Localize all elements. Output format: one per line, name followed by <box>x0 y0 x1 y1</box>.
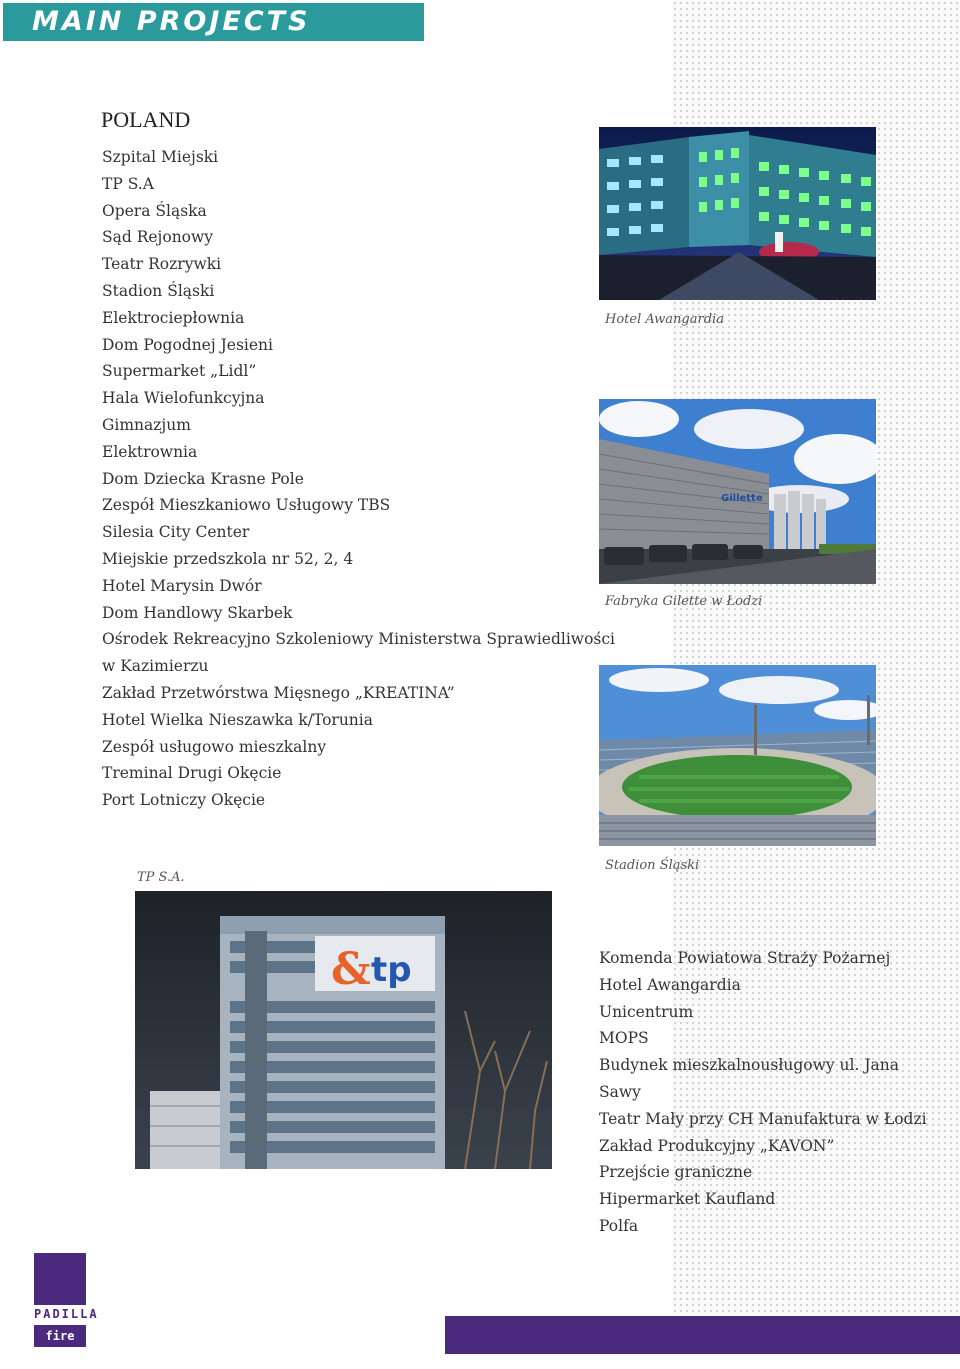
page-title: MAIN PROJECTS <box>32 6 311 37</box>
stadium-illustration <box>599 665 876 846</box>
logo-subtitle: fire doors <box>34 1325 86 1347</box>
list-item: Teatr Rozrywki <box>102 255 222 274</box>
list-item: Przejście graniczne <box>599 1163 753 1182</box>
list-item: Komenda Powiatowa Straży Pożarnej <box>599 949 891 967</box>
list-item: Hotel Awangardia <box>599 975 741 994</box>
list-item: Hotel Wielka Nieszawka k/Torunia <box>102 710 373 729</box>
list-item: Budynek mieszkalnousługowy ul. Jana <box>599 1056 900 1075</box>
list-item: Stadion Śląski <box>102 281 215 300</box>
list-item: Gimnazjum <box>102 415 191 434</box>
gilette-sign: Gillette <box>721 493 763 504</box>
list-item: Dom Pogodnej Jesieni <box>102 335 273 354</box>
list-item: Hala Wielofunkcyjna <box>102 389 265 408</box>
hotel-awangardia-photo <box>599 127 876 300</box>
list-item: Supermarket „Lidl” <box>102 362 257 381</box>
list-item: Polfa <box>599 1216 639 1235</box>
tp-logo-text: tp <box>371 950 412 990</box>
projects-list-right <box>599 945 927 1240</box>
list-item: Szpital Miejski <box>102 148 219 166</box>
list-item: Miejskie przedszkola nr 52, 2, 4 <box>102 549 354 568</box>
stadion-photo <box>599 665 876 846</box>
logo-registered-mark: ® <box>78 1296 85 1304</box>
list-item: Unicentrum <box>599 1002 694 1021</box>
tp-logo-ampersand: & <box>331 944 371 995</box>
hotel-illustration <box>599 127 876 300</box>
list-item: w Kazimierzu <box>102 657 209 676</box>
list-item: Zespół usługowo mieszkalny <box>102 737 327 756</box>
factory-illustration <box>599 399 876 584</box>
gilette-factory-photo <box>599 399 876 584</box>
list-item: Elektrownia <box>102 442 198 461</box>
list-item: Ośrodek Rekreacyjno Szkoleniowy Ministerstwa Sprawiedliwości <box>102 630 615 649</box>
tp-building-photo <box>135 891 552 1169</box>
list-item: Silesia City Center <box>102 523 250 542</box>
country-heading: POLAND <box>101 107 191 132</box>
list-item: Zakład Przetwórstwa Mięsnego „KREATINA” <box>102 683 455 702</box>
list-item: TP S.A <box>102 174 154 193</box>
list-item: Zespół Mieszkaniowo Usługowy TBS <box>102 496 391 515</box>
list-item: Hipermarket Kaufland <box>599 1190 776 1209</box>
tp-illustration <box>135 891 552 1169</box>
list-item: Elektrociepłownia <box>102 308 245 327</box>
stadion-caption: Stadion Śląski <box>605 858 700 873</box>
list-item: Opera Śląska <box>102 201 207 220</box>
list-item: Treminal Drugi Okęcie <box>102 764 282 783</box>
projects-list-main <box>102 144 615 814</box>
list-item: Port Lotniczy Okęcie <box>102 791 266 810</box>
tp-caption: TP S.A. <box>137 870 185 885</box>
gilette-caption: Fabryka Gilette w Łodzi <box>605 594 763 609</box>
hotel-caption: Hotel Awangardia <box>605 312 724 327</box>
list-item: MOPS <box>599 1029 649 1048</box>
footer-bar <box>445 1316 960 1354</box>
list-item: Sawy <box>599 1082 641 1101</box>
list-item: Dom Dziecka Krasne Pole <box>102 469 304 488</box>
list-item: Dom Handlowy Skarbek <box>102 603 293 622</box>
logo-name: PADILLA <box>34 1307 99 1321</box>
list-item: Teatr Mały przy CH Manufaktura w Łodzi <box>599 1109 927 1128</box>
list-item: Sąd Rejonowy <box>102 228 214 247</box>
list-item: Zakład Produkcyjny „KAVON” <box>599 1136 835 1155</box>
list-item: Hotel Marysin Dwór <box>102 576 262 595</box>
